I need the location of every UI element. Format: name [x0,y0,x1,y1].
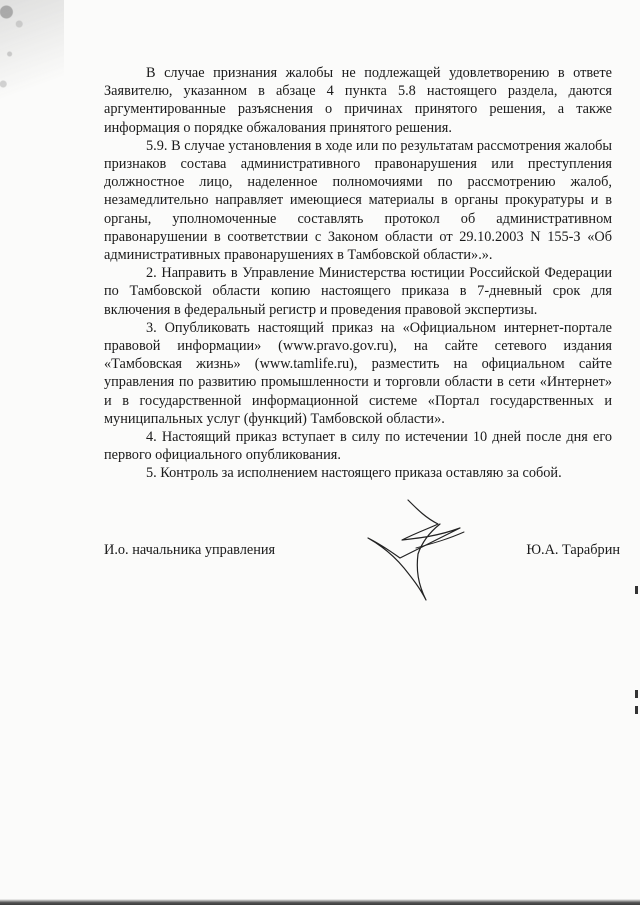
signatory-position: И.о. начальника управления [104,542,276,558]
paragraph-item-3: 3. Опубликовать настоящий приказ на «Официальном интернет-портале правовой информации» (www.pravo.gov.ru), на сайте сетевого издания «Тамбовская жизнь» (www.tamlife.ru), разместить на официальном сайте управления по развитию промышленности и торговли области в сети «Интернет» и в государственной информационной системе «Портал государственных и муниципальных услуг (функций) Тамбовской области». [104,319,612,427]
scan-edge-mark [635,706,638,714]
paragraph-item-5: 5. Контроль за исполнением настоящего приказа оставляю за собой. [146,465,562,482]
scan-artifact [0,899,640,905]
paragraph-item-2: 2. Направить в Управление Министерства юстиции Российской Федерации по Тамбовской области копию настоящего приказа в 7-дневный срок для включения в федеральный регистр и проведения правовой экспертизы. [104,265,612,318]
paragraph-complaint-refusal: В случае признания жалобы не подлежащей удовлетворению в ответе Заявителю, указанном в абзаце 4 пункта 5.8 настоящего раздела, даются аргументированные разъяснения о причинах принятого решения, а также информация о порядке обжалования принятого решения. [104,65,612,136]
scan-edge-mark [635,690,638,698]
paragraph-item-4: 4. Настоящий приказ вступает в силу по истечении 10 дней после дня его первого официального опубликования. [104,429,612,464]
signatory-name: Ю.А. Тарабрин [526,542,620,558]
scan-artifact [0,0,64,120]
document-body [104,64,612,483]
handwritten-signature [360,488,480,608]
scan-edge-mark [635,586,638,594]
paragraph-5-9: 5.9. В случае установления в ходе или по результатам рассмотрения жалобы признаков состава административного правонарушения или преступления должностное лицо, наделенное полномочиями по рассмотрению жалоб, незамедлительно направляет имеющиеся материалы в органы прокуратуры и в органы, уполномоченные составлять протокол об административном правонарушении в соответствии с Законом области от 29.10.2003 N 155-З «Об административных правонарушениях в Тамбовской области».». [104,137,612,264]
